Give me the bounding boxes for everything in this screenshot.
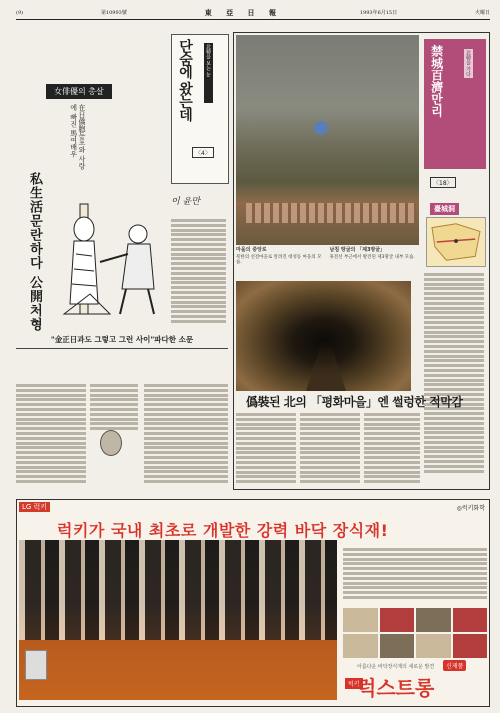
column-title: 단숨에 왔는데 — [177, 39, 193, 121]
left-body-text-2 — [90, 384, 138, 434]
ad-sample-card — [25, 650, 47, 680]
ad-brand-name: 럭스트롱 — [357, 676, 435, 700]
ad-headline: 럭키가 국내 최초로 개발한 강력 바닥 장식재! — [57, 521, 389, 540]
column-subtitle: 北韓을 보는 눈 — [204, 43, 213, 103]
swatch — [416, 634, 451, 658]
article-subhead: 在日僑胞동포와 사랑에 빠진 馬여배우 — [69, 104, 86, 170]
article-tag: 女俳優의 총살 — [46, 84, 112, 99]
feature-subtitle: 北韓을 가다 — [465, 50, 471, 77]
left-body-text-3 — [144, 384, 228, 490]
ad-tagline: 아름다운 바닥장식재의 새로운 발견 — [357, 664, 435, 670]
ad-brand-badge: 럭키 — [345, 678, 363, 689]
caption-1 — [236, 247, 326, 277]
feature-body-text-3 — [300, 413, 360, 487]
swatch — [343, 608, 378, 632]
ad-sponsor-logo: ◎럭키화학 — [456, 505, 485, 512]
left-body-text-1 — [16, 384, 86, 490]
article-quote: "金正日과도 그렇고 그런 사이"파다한 소문 — [16, 334, 228, 349]
advertisement — [16, 499, 490, 707]
swatch — [380, 634, 415, 658]
issue-date: 1993年6月15日 — [359, 10, 398, 16]
swatch — [453, 608, 488, 632]
masthead — [16, 6, 490, 20]
left-article — [16, 24, 228, 378]
issue-day: 火曜日 — [474, 10, 490, 16]
issue-number: 第10993號 — [100, 10, 127, 16]
tunnel-track — [306, 341, 346, 391]
columnist-signature: 이 윤만 — [171, 197, 200, 207]
feature-headline: 僞裝된 北의 「평화마을」엔 썰렁한 적막감 — [246, 395, 463, 409]
caption-2-text: 휴전선 부근에서 발견된 제3땅굴 내부 모습. — [329, 254, 415, 260]
feature-section — [233, 32, 490, 490]
ad-company-logo: LG 럭키 — [19, 502, 50, 512]
place-tag: 臺城洞 — [430, 203, 459, 215]
caption-1-text: 북한의 선전마을로 알려진 대성동 마을의 모습. — [236, 254, 322, 266]
ad-new-badge: 신제품 — [443, 660, 466, 671]
photo-captions — [236, 247, 419, 277]
sun-mark — [314, 121, 328, 135]
ad-floor-photo — [19, 540, 337, 700]
feature-body-text-2 — [236, 413, 296, 487]
author-photo — [100, 430, 122, 456]
caption-1-title: 마을의 중앙로 — [236, 247, 267, 253]
cartoon-illustration — [60, 174, 170, 324]
ad-body-text — [343, 548, 487, 602]
village-buildings — [246, 203, 416, 223]
column-box — [171, 34, 229, 184]
ad-product-swatches — [343, 608, 487, 658]
village-photo — [236, 35, 419, 245]
column-number: 〈4〉 — [192, 147, 214, 158]
page-number: (9) — [16, 9, 24, 16]
swatch — [453, 634, 488, 658]
ad-people-legs — [19, 540, 337, 640]
tunnel-photo — [236, 281, 411, 391]
feature-number: 〈18〉 — [430, 177, 456, 188]
location-map — [426, 217, 486, 267]
article-body-text — [171, 219, 226, 329]
feature-title: 禁城百濟만리 — [429, 45, 444, 117]
feature-body-text-1 — [424, 273, 484, 483]
caption-2 — [330, 247, 420, 277]
feature-title-box — [424, 39, 486, 169]
swatch — [416, 608, 451, 632]
feature-body-text-4 — [364, 413, 420, 487]
newspaper-title: 東 亞 日 報 — [204, 7, 282, 17]
article-headline: 私生活문란하다 公開처형 — [26, 172, 42, 332]
swatch — [343, 634, 378, 658]
swatch — [380, 608, 415, 632]
caption-2-title: 남침 땅굴의 「제3땅굴」 — [329, 247, 386, 253]
